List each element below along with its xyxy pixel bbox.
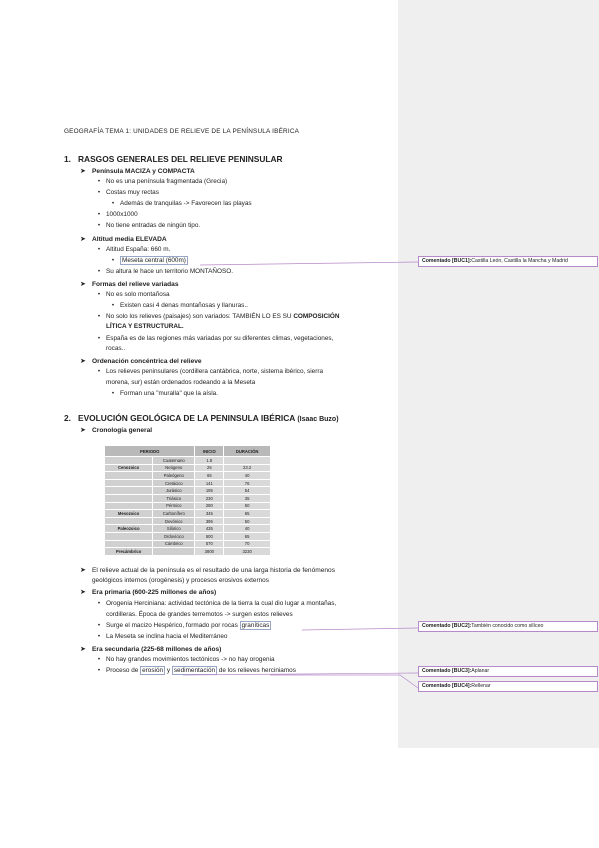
table-cell: Cámbrico (153, 540, 195, 548)
connector-line-4 (270, 675, 418, 688)
comment-balloon-4[interactable]: Comentado [BUC4]:Rellenar (418, 681, 598, 692)
table-header: DURACIÓN (224, 446, 271, 457)
table-cell: 76 (224, 479, 271, 487)
list-item: • Meseta central (600m) (111, 257, 186, 264)
commented-text[interactable]: erosión (142, 667, 164, 674)
list-item-continuation: morena, sur) están ordenados rodeando a la Meseta (106, 379, 256, 386)
table-cell: 280 (195, 502, 224, 510)
table-cell: Devónico (153, 517, 195, 525)
connector-line-1 (200, 262, 418, 265)
table-cell: 65 (224, 510, 271, 518)
list-item: • Orogenia Herciniana: actividad tectónica de la tierra la cual dio lugar a montañas, (97, 600, 337, 607)
table-cell: Silúrico (153, 525, 195, 533)
table-cell: 50 (224, 517, 271, 525)
connector-line-2 (302, 628, 418, 630)
table-cell: 195 (195, 487, 224, 495)
list-item-continuation: geológicos internos (orogénesis) y procesos erosivos externos (92, 577, 269, 584)
list-item-continuation: LÍTICA Y ESTRUCTURAL. (106, 323, 184, 330)
list-item: • Proceso de erosión y sedimentación de los relieves herciniamos (97, 667, 296, 674)
table-cell: 23.2 (224, 464, 271, 472)
table-cell: 500 (195, 532, 224, 540)
list-item: ➤ Formas del relieve variadas (80, 281, 179, 288)
list-item: ➤ Ordenación concéntrica del relieve (80, 358, 202, 365)
commented-text[interactable]: sedimentación (173, 667, 216, 674)
list-item-continuation: cordilleras. Época de grandes terremotos -> surgen estos relieves (106, 611, 293, 618)
table-cell: 435 (195, 525, 224, 533)
commented-text[interactable]: Meseta central (600m) (122, 257, 186, 264)
list-item: ➤ Era primaria (600-225 millones de años) (80, 589, 217, 596)
table-cell: 54 (224, 487, 271, 495)
list-item: • Surge el macizo Hespérico, formado por rocas graníticas (97, 622, 270, 629)
table-cell: Cenozoico (105, 464, 153, 472)
list-item: • No es una península fragmentada (Grecia) (97, 178, 228, 185)
table-cell: 570 (195, 540, 224, 548)
table-cell: Precámbrico (105, 548, 153, 556)
table-cell: 40 (224, 525, 271, 533)
list-item: • España es de las regiones más variadas por su diferentes climas, vegetaciones, (97, 335, 334, 342)
table-cell: 3230 (224, 548, 271, 556)
list-item: • Además de tranquilas -> Favorecen las playas (111, 200, 252, 207)
table-cell: 65 (195, 472, 224, 480)
table-cell: Mesozoico (105, 510, 153, 518)
table-cell: 25 (195, 464, 224, 472)
list-item: • La Meseta se inclina hacia el Mediterráneo (97, 633, 228, 640)
list-item: • No hay grandes movimientos tectónicos -> no hay orogenia (97, 656, 275, 663)
list-item: • Existen casi 4 denas montañosas y llanuras.. (111, 302, 248, 309)
comment-balloon-2[interactable]: Comentado [BUC2]:También conocido como silíceo (418, 621, 598, 632)
table-cell: 345 (195, 510, 224, 518)
comment-balloon-1[interactable]: Comentado [BUC1]:Castilla León, Castilla la Mancha y Madrid (418, 256, 598, 267)
table-cell: Paleozoico (105, 525, 153, 533)
table-cell: Ordovícico (153, 532, 195, 540)
table-cell: Carbonífero (153, 510, 195, 518)
list-item: • No tiene entradas de ningún tipo. (97, 222, 201, 229)
table-cell: 65 (224, 532, 271, 540)
section-1-heading: 1. RASGOS GENERALES DEL RELIEVE PENINSULAR (64, 154, 283, 164)
list-item: • No es solo montañosa (97, 291, 170, 298)
list-item: • Altitud España: 660 m. (97, 246, 171, 253)
table-cell: 40 (224, 472, 271, 480)
table-cell: Jurásico (153, 487, 195, 495)
commented-text[interactable]: graníticas (241, 622, 270, 629)
table-cell: 50 (224, 502, 271, 510)
list-item: ➤ Era secundaria (225-68 millones de años) (80, 646, 222, 653)
table-cell: 395 (195, 517, 224, 525)
list-item: • Costas muy rectas (97, 189, 159, 196)
table-cell: 141 (195, 479, 224, 487)
table-header: PERIODO (105, 446, 195, 457)
table-cell: 35 (224, 494, 271, 502)
list-item: ➤ Altitud media ELEVADA (80, 236, 167, 243)
list-item: ➤ Cronología general (80, 427, 153, 434)
comment-balloon-3[interactable]: Comentado [BUC3]:Aplanar (418, 666, 598, 677)
table-cell: 3800 (195, 548, 224, 556)
list-item: • Los relieves peninsulares (cordillera cantábrica, norte, sistema ibérico, sierra (97, 368, 324, 375)
list-item: • 1000x1000 (97, 211, 138, 218)
list-item: • Forman una "muralla" que la aísla. (111, 390, 218, 397)
document-title: GEOGRAFÍA TEMA 1: UNIDADES DE RELIEVE DE LA PENÍNSULA IBÉRICA (64, 128, 300, 135)
table-header: INICIO (195, 446, 224, 457)
list-item: ➤ El relieve actual de la península es el resultado de una larga historia de fenómenos (80, 567, 336, 574)
table-cell: 230 (195, 494, 224, 502)
table-cell: Cuaternario (153, 457, 195, 465)
list-item-continuation: rocas.. (106, 345, 126, 352)
table-cell: 70 (224, 540, 271, 548)
table-cell: Paleógeno (153, 472, 195, 480)
table-cell: 1.8 (195, 457, 224, 465)
table-cell: Pérmico (153, 502, 195, 510)
section-2-heading: 2. EVOLUCIÓN GEOLÓGICA DE LA PENINSULA IBÉRICA (Isaac Buzo) (64, 413, 339, 423)
table-cell: Cretácico (153, 479, 195, 487)
table-cell: Neógeno (153, 464, 195, 472)
list-item: • Su altura le hace un territorio MONTAÑOSO. (97, 268, 234, 275)
table-cell: Triásico (153, 494, 195, 502)
list-item: • No solo los relieves (paisajes) son variados: TAMBIÉN LO ES SU COMPOSICIÓN (97, 313, 340, 320)
list-item: ➤ Península MACIZA y COMPACTA (80, 168, 195, 175)
